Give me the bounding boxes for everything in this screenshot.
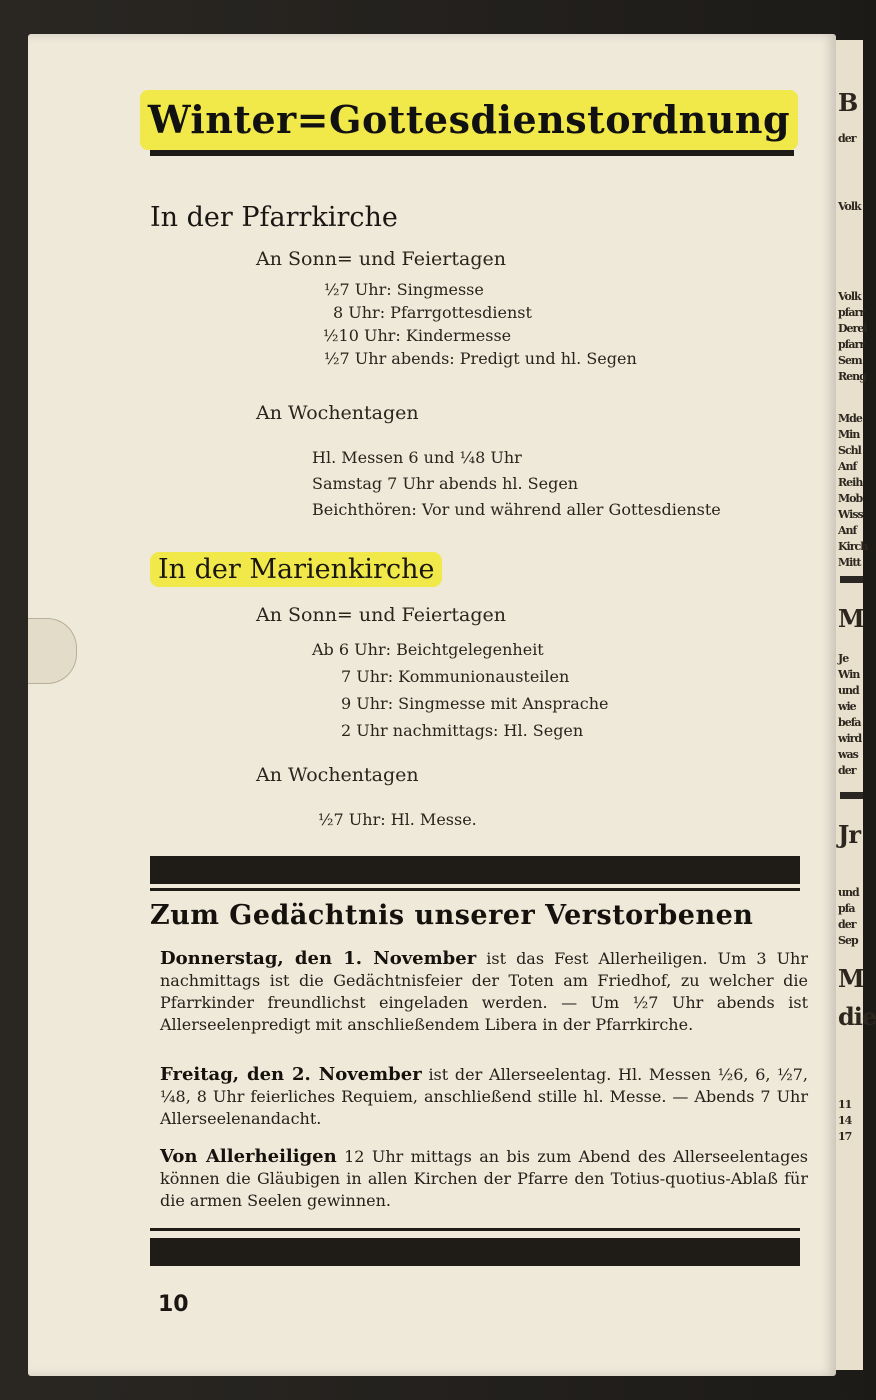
page-title: Winter=Gottesdienstordnung [140, 90, 798, 150]
paragraph-lead: Donnerstag, den 1. November [160, 948, 477, 969]
marienkirche-sunday-item: Ab 6 Uhr: Beichtgelegenheit [312, 640, 544, 659]
marienkirche-weekdays-label: An Wochentagen [256, 764, 419, 786]
marienkirche-sunday-item: 7 Uhr: Kommunionausteilen [341, 667, 570, 686]
pfarrkirche-sunday-item: ½10 Uhr: Kindermesse [323, 326, 512, 345]
paragraph-text: ist der Allerseelentag. Hl. Messen ½6, 6, ½7, ¼8, 8 Uhr feierliches Requiem, anschließend stille hl. Messe. — Abends 7 Uhr Allerseelenandacht. [160, 1065, 808, 1128]
separator-rule [150, 888, 800, 891]
memorial-paragraph [160, 948, 808, 1036]
paragraph-text: ist das Fest Allerheiligen. Um 3 Uhr nachmittags ist die Gedächtnisfeier der Toten am Friedhof, zu welcher die Pfarrkinder freundlichst eingeladen werden. — Um ½7 Uhr abends ist Allerseelenpredigt mit anschließendem Libera in der Pfarrkirche. [160, 949, 809, 1034]
memorial-paragraph [160, 1146, 808, 1212]
paragraph-lead: Von Allerheiligen [160, 1146, 337, 1167]
separator-band [150, 856, 800, 884]
pfarrkirche-weekday-item: Beichthören: Vor und während aller Gottesdienste [312, 500, 721, 519]
paragraph-text: 12 Uhr mittags an bis zum Abend des Allerseelentages können die Gläubigen in allen Kirchen der Pfarre den Totius-quotius-Ablaß für die armen Seelen gewinnen. [160, 1147, 809, 1210]
pfarrkirche-sunday-item: 8 Uhr: Pfarrgottesdienst [333, 303, 532, 322]
marienkirche-sundays-label: An Sonn= und Feiertagen [256, 604, 506, 626]
pfarrkirche-sunday-item: ½7 Uhr: Singmesse [324, 280, 484, 299]
memorial-paragraph [160, 1064, 808, 1130]
highlighted-heading: In der Marienkirche [150, 552, 442, 587]
pfarrkirche-weekday-item: Hl. Messen 6 und ¼8 Uhr [312, 448, 522, 467]
page-number: 10 [158, 1292, 189, 1317]
pfarrkirche-sunday-item: ½7 Uhr abends: Predigt und hl. Segen [324, 349, 637, 368]
marienkirche-sunday-item: 2 Uhr nachmittags: Hl. Segen [341, 721, 584, 740]
pfarrkirche-weekdays-label: An Wochentagen [256, 402, 419, 424]
section-heading-marienkirche [150, 554, 442, 585]
separator-band [150, 1238, 800, 1266]
section-heading-pfarrkirche: In der Pfarrkirche [150, 202, 398, 233]
marienkirche-sunday-item: 9 Uhr: Singmesse mit Ansprache [341, 694, 609, 713]
memorial-heading: Zum Gedächtnis unserer Verstorbenen [150, 900, 754, 931]
pfarrkirche-sundays-label: An Sonn= und Feiertagen [256, 248, 506, 270]
adjacent-page-edge: B der Volk Volk pfarr Derei pfarr Sem Reng Mde Min Schl Anf Reih Mob Wiss Anf Kirch Mitt M Je Win und wie befa wird was der Jr und pfa der Sep M die 11 14 17 [836, 40, 863, 1370]
paragraph-lead: Freitag, den 2. November [160, 1064, 422, 1085]
marienkirche-weekday-item: ½7 Uhr: Hl. Messe. [318, 810, 477, 829]
title-rule [150, 150, 794, 156]
separator-rule [150, 1228, 800, 1231]
book-page [28, 34, 836, 1376]
pfarrkirche-weekday-item: Samstag 7 Uhr abends hl. Segen [312, 474, 579, 493]
